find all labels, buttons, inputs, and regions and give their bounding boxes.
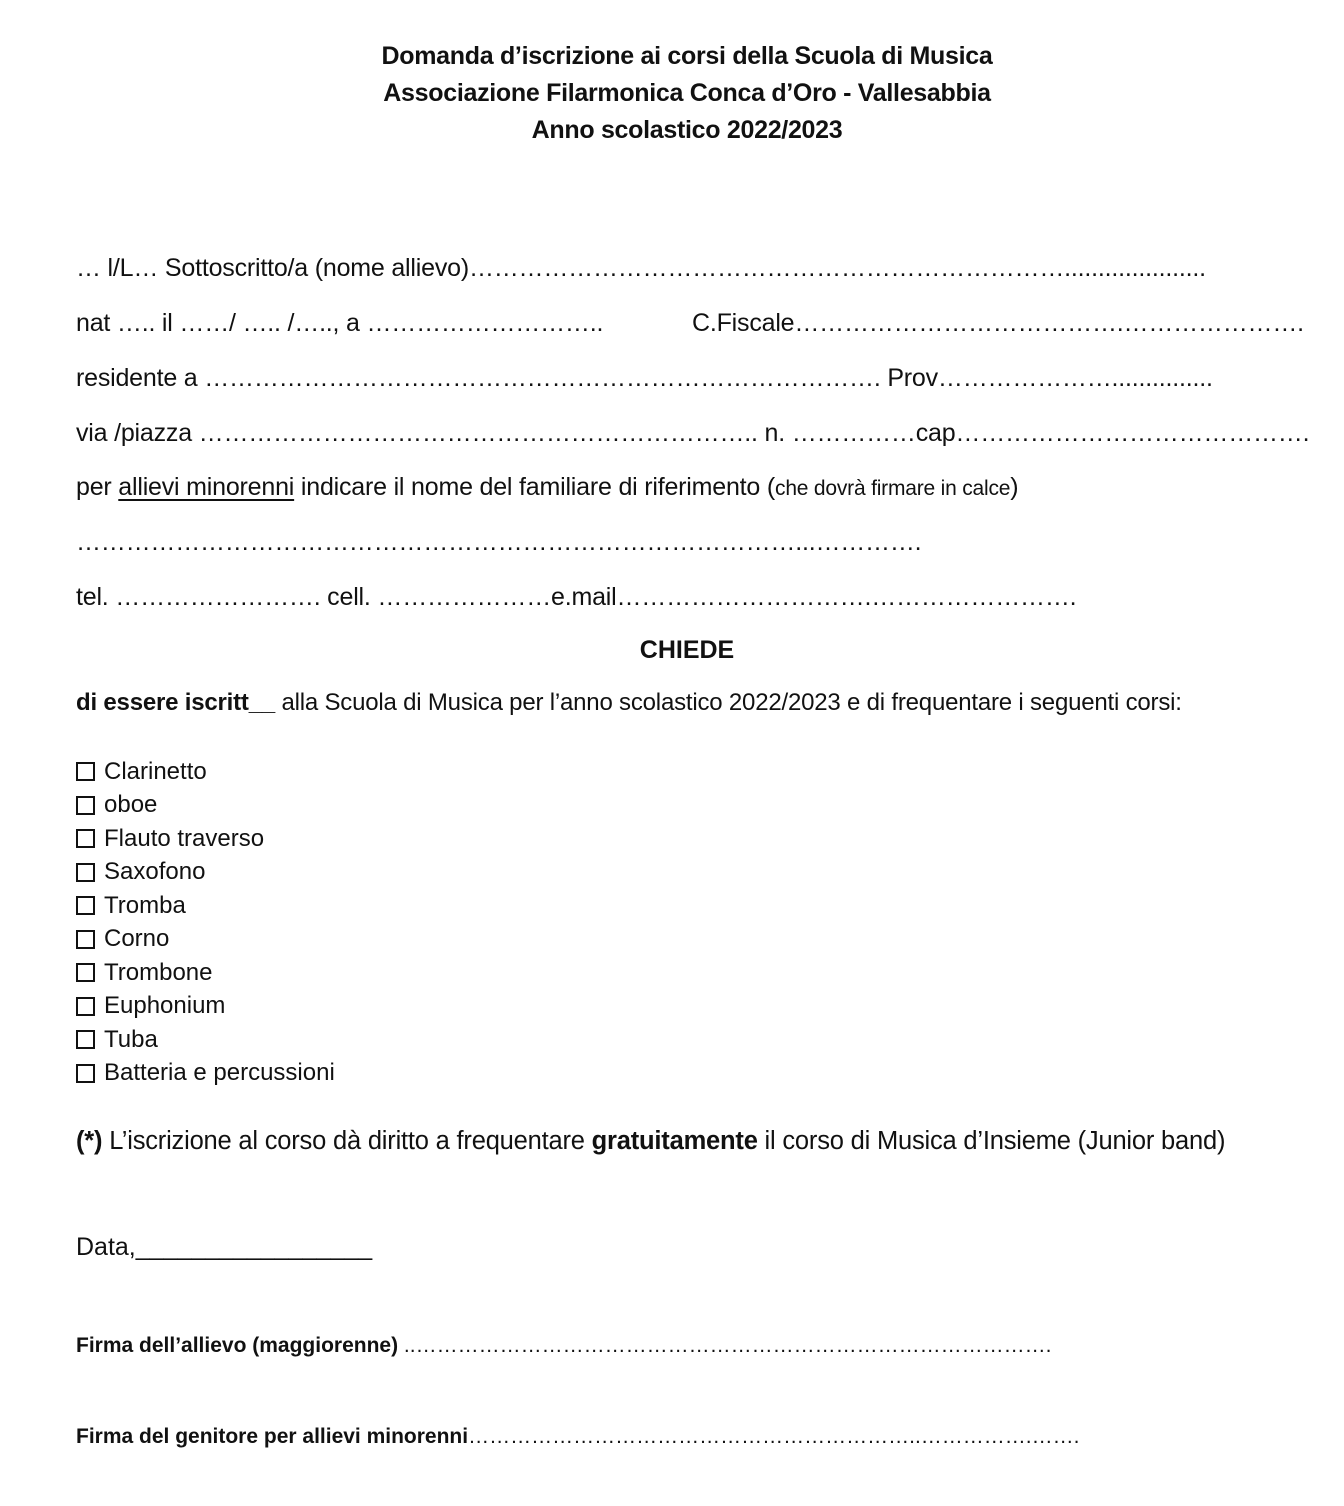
parent-signature-label: Firma del genitore per allievi minorenni [76,1425,469,1448]
course-item-euphonium[interactable] [76,990,335,1024]
chiede-heading: CHIEDE [639,636,735,664]
checkbox-icon[interactable] [76,963,95,982]
parent-signature-field[interactable] [76,1425,1079,1449]
course-item-tromba[interactable] [76,889,335,923]
parent-signature-dots: ………………………………………………………..…………….……. [468,1425,1080,1448]
course-label: Corno [104,925,170,953]
guardian-name-field[interactable]: ……………………………………………………………………………...…………. [76,528,922,556]
request-bold: di essere iscritt__ [76,689,275,716]
checkbox-icon[interactable] [76,796,95,815]
course-item-flauto-traverso[interactable] [76,822,335,856]
checkbox-icon[interactable] [76,1030,95,1049]
student-signature-dots: ..………………………………………………………………………………. [398,1334,1052,1357]
course-label: Clarinetto [104,757,207,785]
note-text-1: L’iscrizione al corso dà diritto a frequentare [102,1127,592,1155]
course-label: Batteria e percussioni [104,1059,335,1087]
course-item-trombone[interactable] [76,956,335,990]
course-label: Saxofono [104,858,206,886]
checkbox-icon[interactable] [76,930,95,949]
guardian-sign-note: che dovrà firmare in calce [775,477,1011,500]
minors-underlined: allievi minorenni [118,473,295,501]
checkbox-icon[interactable] [76,829,95,848]
header-school-year: Anno scolastico 2022/2023 [531,116,843,144]
checkbox-icon[interactable] [76,762,95,781]
form-header [0,38,1344,149]
contact-field[interactable]: tel. ……………………. cell. …………………e.mail………………………….……………………. [76,583,1077,611]
birth-date-place-field[interactable]: nat ….. il ……/ ….. /….., a ……………………….. [76,309,604,337]
guardian-instruction-pre: per [76,473,119,501]
header-title: Domanda d’iscrizione ai corsi della Scuola di Musica [381,42,993,70]
course-label: Euphonium [104,992,226,1020]
residence-field[interactable]: residente a ………………………………………………………………………. Prov…………………............... [76,364,1213,392]
date-field[interactable]: Data,_________________ [76,1233,373,1261]
course-label: Flauto traverso [104,824,265,852]
student-name-field[interactable]: … l/L… Sottoscritto/a (nome allievo)………………………………………………………………..................... [76,254,1206,282]
junior-band-note [76,1123,1286,1159]
student-signature-field[interactable] [76,1334,1051,1358]
checkbox-icon[interactable] [76,863,95,882]
course-label: Tuba [104,1025,158,1053]
request-rest: alla Scuola di Musica per l’anno scolastico 2022/2023 e di frequentare i seguenti corsi: [275,689,1182,716]
header-association: Associazione Filarmonica Conca d’Oro - Vallesabbia [383,79,991,107]
guardian-instruction-post: indicare il nome del familiare di riferimento ( [294,473,776,501]
course-list [76,755,335,1090]
course-item-batteria[interactable] [76,1057,335,1091]
student-signature-label: Firma dell’allievo (maggiorenne) [76,1334,399,1357]
guardian-paren-close: ) [1010,473,1019,501]
course-label: oboe [104,791,158,819]
note-text-2: il corso di Musica d’Insieme (Junior band) [757,1127,1226,1155]
fiscal-code-field[interactable]: C.Fiscale………………………………….…………………. [692,309,1304,337]
course-item-oboe[interactable] [76,789,335,823]
checkbox-icon[interactable] [76,1064,95,1083]
course-label: Tromba [104,891,186,919]
guardian-instruction [76,473,1018,502]
course-item-tuba[interactable] [76,1023,335,1057]
address-field[interactable]: via /piazza ………………………………………………………….. n. ……………cap……………………………………. [76,419,1310,447]
course-item-saxofono[interactable] [76,856,335,890]
course-item-corno[interactable] [76,923,335,957]
note-bold: gratuitamente [591,1127,758,1155]
note-asterisk: (*) [76,1127,103,1155]
request-text [76,689,1182,717]
checkbox-icon[interactable] [76,997,95,1016]
course-label: Trombone [104,958,213,986]
course-item-clarinetto[interactable] [76,755,335,789]
checkbox-icon[interactable] [76,896,95,915]
